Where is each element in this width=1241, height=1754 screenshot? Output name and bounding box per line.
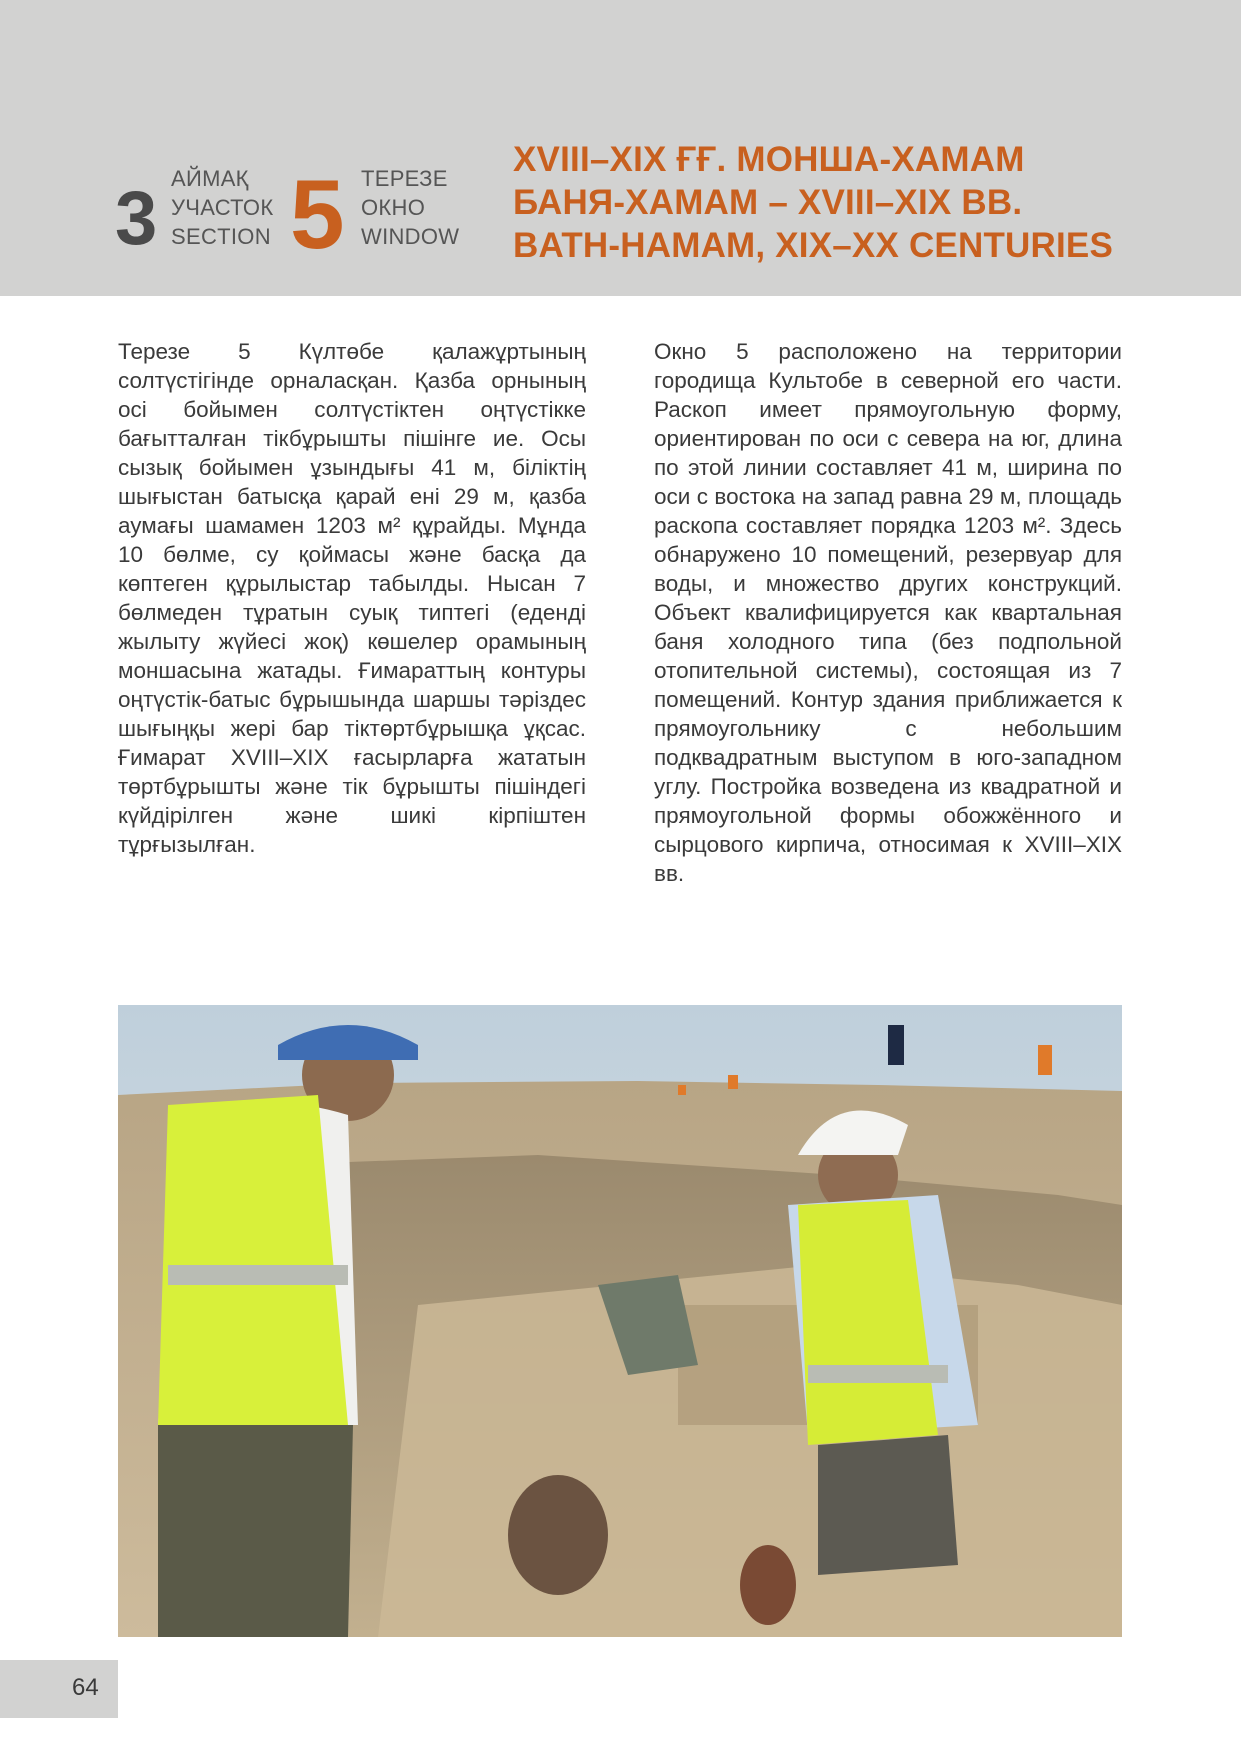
window-label-kz: ТЕРЕЗЕ [361,166,448,191]
window-labels [361,164,459,251]
section-label-kz: АЙМАҚ [171,166,249,191]
window-label-en: WINDOW [361,224,460,249]
text-column-russian: Окно 5 расположено на территории городища Культобе в северной его части. Раскоп имеет прямоугольную форму, ориентирован по оси с севера на юг, длина по этой линии составляет 41 м, ширина по оси с востока на запад равна 29 м, площадь раскопа составляет порядка 1203 м². Здесь обнаружено 10 помещений, резервуар для воды, и множество других конструкций. Объект квалифицируется как квартальная баня холодного типа (без подпольной отопительной системы), состоящая из 7 помещений. Контур здания приближается к прямоугольнику с небольшим подквадратным выступом в юго-западном углу. Постройка возведена из квадратной и прямоугольной формы обожжённого и сырцового кирпича, относимая к XVIII–XIX вв. [654,339,1122,886]
page-number-box [0,1660,118,1718]
page-number: 64 [72,1674,99,1701]
title-line-ru: БАНЯ-ХАМАМ – XVIII–XIX ВВ. [513,183,1023,222]
title-line-en: BATH-HAMAM, XIX–XX CENTURIES [513,226,1113,265]
title-line-kz: XVIII–XIX ҒҒ. МОНША-ХАМАМ [513,140,1025,179]
text-column-kazakh: Терезе 5 Күлтөбе қалажұртының солтүстігінде орналасқан. Қазба орнының осі бойымен солтүстіктен оңтүстікке бағытталған тікбұрышты пішінге ие. Осы сызық бойымен ұзындығы 41 м, біліктің шығыстан батысқа қарай ені 29 м, қазба аумағы шамамен 1203 м² құрайды. Мұнда 10 бөлме, су қоймасы және басқа да көптеген құрылыстар табылды. Нысан 7 бөлмеден тұратын суық типтегі (едендi жылыту жүйесi жоқ) көшелер орамының моншасына жатады. Ғимараттың контуры оңтүстік-батыс бұрышында шаршы тәріздес шығыңқы жері бар тіктөртбұрышқа ұқсас. Ғимарат XVIII–XIX ғасырларға жататын төртбұрышты және тік бұрышты пішіндегі күйдірілген және шикі кірпіштен тұрғызылған. [118,339,586,857]
section-labels [171,164,273,251]
page-title [513,138,1213,267]
excavation-photo [118,1005,1122,1637]
section-number: 3 [115,176,158,261]
window-label-ru: ОКНО [361,195,426,220]
section-label-en: SECTION [171,224,271,249]
section-label-ru: УЧАСТОК [171,195,274,220]
window-number: 5 [290,159,345,269]
